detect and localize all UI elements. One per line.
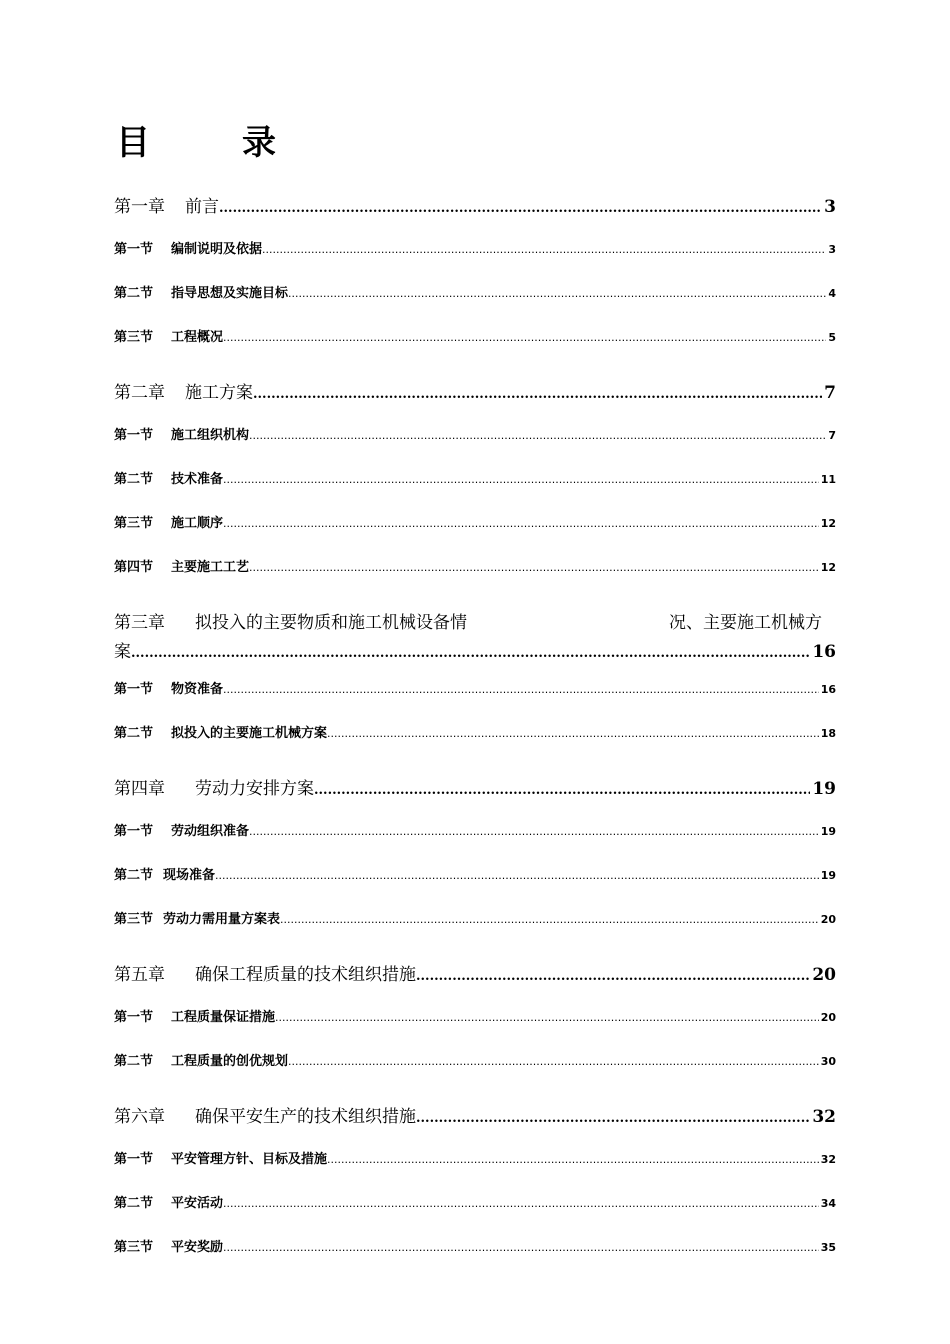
section-title: 平安奖励	[171, 1240, 224, 1255]
chapter-number: 第三章	[114, 613, 165, 633]
leader-dots	[416, 1111, 810, 1126]
section-title: 主要施工工艺	[171, 560, 250, 575]
leader-dots	[215, 869, 819, 882]
chapter-number: 第四章	[114, 779, 165, 799]
section-number: 第一节	[114, 682, 154, 697]
toc-chapter-5[interactable]	[114, 960, 836, 985]
chapter-title: 确保平安生产的技术组织措施	[195, 1107, 416, 1127]
leader-dots	[219, 201, 822, 216]
section-number: 第三节	[114, 330, 154, 345]
chapter-number: 第二章	[114, 383, 165, 403]
leader-dots	[288, 287, 826, 300]
section-number: 第二节	[114, 868, 154, 883]
page-number: 20	[820, 913, 836, 926]
section-title: 劳动力需用量方案表	[163, 912, 281, 927]
leader-dots	[314, 783, 810, 798]
section-number: 第三节	[114, 1240, 154, 1255]
section-title: 平安管理方针、目标及措施	[171, 1152, 328, 1167]
leader-dots	[249, 429, 826, 442]
page-number: 32	[812, 1107, 836, 1127]
section-number: 第二节	[114, 472, 154, 487]
section-title: 物资准备	[171, 682, 224, 697]
toc-section-4-1[interactable]	[114, 820, 836, 839]
page-number: 19	[820, 869, 836, 882]
leader-dots	[416, 969, 810, 984]
leader-dots	[280, 913, 819, 926]
section-number: 第一节	[114, 428, 154, 443]
leader-dots	[327, 727, 819, 740]
toc-section-1-1[interactable]	[114, 238, 836, 257]
chapter-title-part-1: 拟投入的主要物质和施工机械设备情	[195, 613, 467, 633]
toc-section-2-2[interactable]	[114, 468, 836, 487]
section-number: 第一节	[114, 242, 154, 257]
page-number: 12	[820, 517, 836, 530]
page-number: 20	[812, 965, 836, 985]
page-number: 5	[828, 331, 836, 344]
section-number: 第二节	[114, 1054, 154, 1069]
section-title: 工程质量保证措施	[171, 1010, 276, 1025]
section-number: 第二节	[114, 1196, 154, 1211]
toc-section-1-3[interactable]	[114, 326, 836, 345]
toc-section-6-1[interactable]	[114, 1148, 836, 1167]
leader-dots	[275, 1011, 819, 1024]
chapter-title: 劳动力安排方案	[195, 779, 314, 799]
section-title: 拟投入的主要施工机械方案	[171, 726, 328, 741]
leader-dots	[223, 1241, 819, 1254]
section-title: 指导思想及实施目标	[171, 286, 289, 301]
toc-section-5-2[interactable]	[114, 1050, 836, 1069]
chapter-title-line-2	[114, 637, 836, 662]
section-title: 施工顺序	[171, 516, 224, 531]
leader-dots	[223, 331, 826, 344]
leader-dots	[223, 683, 819, 696]
leader-dots	[223, 473, 819, 486]
toc-section-2-3[interactable]	[114, 512, 836, 531]
section-number: 第四节	[114, 560, 154, 575]
page-number: 19	[812, 779, 836, 799]
page-number: 3	[824, 197, 836, 217]
toc-chapter-3[interactable]	[114, 608, 836, 662]
page-number: 11	[820, 473, 836, 486]
page-number: 3	[828, 243, 836, 256]
toc-section-3-2[interactable]	[114, 722, 836, 741]
leader-dots	[288, 1055, 819, 1068]
toc-chapter-2[interactable]	[114, 378, 836, 403]
toc-chapter-1[interactable]	[114, 192, 836, 217]
toc-section-1-2[interactable]	[114, 282, 836, 301]
section-number: 第三节	[114, 516, 154, 531]
leader-dots	[327, 1153, 819, 1166]
leader-dots	[131, 646, 810, 661]
chapter-number: 第一章	[114, 197, 165, 217]
toc-section-6-3[interactable]	[114, 1236, 836, 1255]
leader-dots	[249, 561, 819, 574]
page-number: 7	[824, 383, 836, 403]
page-number: 7	[828, 429, 836, 442]
toc-section-4-2[interactable]	[114, 864, 836, 883]
section-title: 劳动组织准备	[171, 824, 250, 839]
section-title: 技术准备	[171, 472, 224, 487]
section-number: 第三节	[114, 912, 154, 927]
toc-section-4-3[interactable]	[114, 908, 836, 927]
section-number: 第一节	[114, 824, 154, 839]
section-number: 第一节	[114, 1152, 154, 1167]
page-number: 19	[820, 825, 836, 838]
page-number: 30	[820, 1055, 836, 1068]
page-number: 12	[820, 561, 836, 574]
chapter-number: 第六章	[114, 1107, 165, 1127]
leader-dots	[223, 1197, 819, 1210]
section-title: 工程概况	[171, 330, 224, 345]
toc-title-char-2: 录	[242, 122, 276, 163]
chapter-title-part-3: 案	[114, 642, 131, 662]
toc-section-6-2[interactable]	[114, 1192, 836, 1211]
toc-chapter-4[interactable]	[114, 774, 836, 799]
page-number: 20	[820, 1011, 836, 1024]
page-number: 32	[820, 1153, 836, 1166]
page-number: 4	[828, 287, 836, 300]
page-number: 35	[820, 1241, 836, 1254]
section-number: 第二节	[114, 286, 154, 301]
section-title: 平安活动	[171, 1196, 224, 1211]
section-number: 第二节	[114, 726, 154, 741]
toc-chapter-6[interactable]	[114, 1102, 836, 1127]
leader-dots	[249, 825, 819, 838]
toc-title-char-1: 目	[116, 122, 150, 163]
chapter-title-part-2: 况、主要施工机械方	[669, 613, 822, 633]
toc-section-3-1[interactable]	[114, 678, 836, 697]
section-number: 第一节	[114, 1010, 154, 1025]
page-number: 16	[820, 683, 836, 696]
chapter-title: 确保工程质量的技术组织措施	[195, 965, 416, 985]
page-number: 16	[812, 642, 836, 662]
chapter-title: 施工方案	[185, 383, 253, 403]
section-title: 现场准备	[163, 868, 216, 883]
leader-dots	[223, 517, 819, 530]
chapter-number: 第五章	[114, 965, 165, 985]
toc-section-2-4[interactable]	[114, 556, 836, 575]
chapter-title: 前言	[185, 197, 219, 217]
chapter-title-line-1	[114, 608, 836, 633]
section-title: 工程质量的创优规划	[171, 1054, 289, 1069]
page-number: 34	[820, 1197, 836, 1210]
page-number: 18	[820, 727, 836, 740]
section-title: 施工组织机构	[171, 428, 250, 443]
toc-title	[116, 116, 276, 162]
toc-section-2-1[interactable]	[114, 424, 836, 443]
leader-dots	[253, 387, 822, 402]
toc-section-5-1[interactable]	[114, 1006, 836, 1025]
section-title: 编制说明及依据	[171, 242, 263, 257]
leader-dots	[262, 243, 826, 256]
